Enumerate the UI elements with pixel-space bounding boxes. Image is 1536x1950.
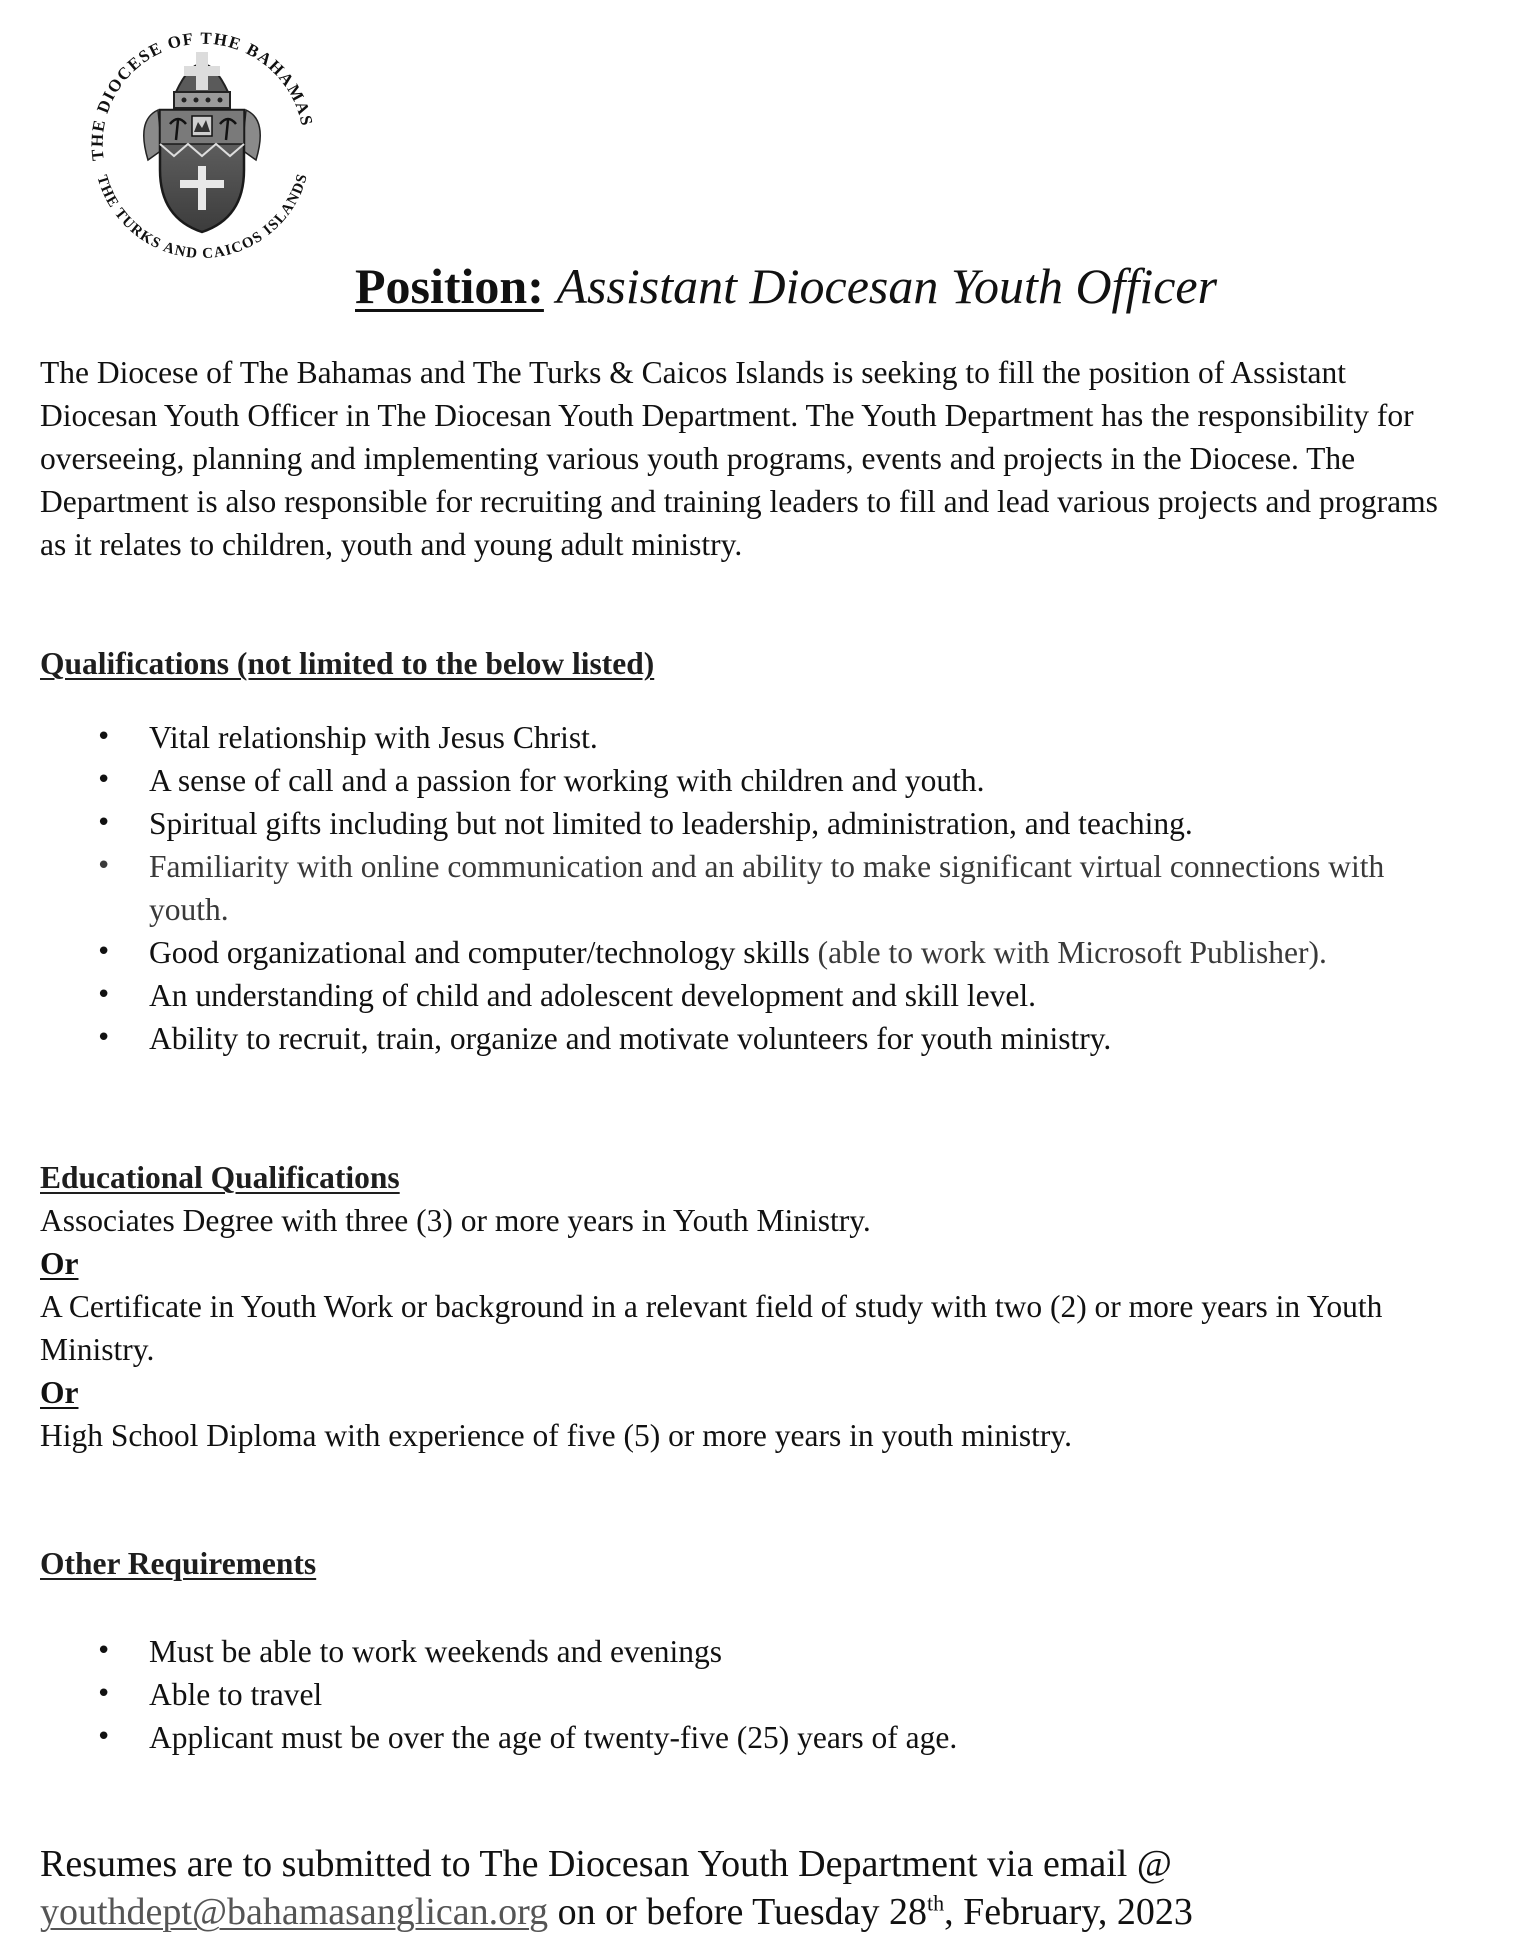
seal-arc-bottom-text: THE TURKS AND CAICOS ISLANDS [93,171,312,263]
education-or-2: Or [40,1375,79,1410]
other-requirements-heading: Other Requirements [40,1546,317,1581]
education-option-2: A Certificate in Youth Work or background in a relevant field of study with two (2) or more years in Youth Ministry. [40,1289,1383,1367]
other-requirements-list-wrap [40,1630,1460,1759]
list-item-text: Good organizational and computer/technology skills [149,935,810,970]
position-title [355,256,1217,316]
submission-line-1: Resumes are to submitted to The Diocesan Youth Department via email @ [40,1843,1172,1885]
list-item: • A sense of call and a passion for working with children and youth. [40,759,1389,802]
qualifications-list [40,716,1460,1060]
email-link[interactable]: youthdept@bahamasanglican.org [40,1891,549,1933]
submission-deadline-date: , February, 2023 [944,1891,1193,1933]
other-requirements-list [40,1630,1460,1759]
submission-line-2 [40,1888,1500,1936]
list-item [40,931,1389,974]
education-or-1: Or [40,1246,79,1281]
list-item: • Must be able to work weekends and evenings [40,1630,1389,1673]
intro-paragraph: The Diocese of The Bahamas and The Turks & Caicos Islands is seeking to fill the position of Assistant Diocesan Youth Officer in The Diocesan Youth Department. The Youth Department has the responsibility for overseeing, planning and implementing various youth programs, events and projects in the Diocese. The Department is also responsible for recruiting and training leaders to fill and lead various projects and programs as it relates to children, youth and young adult ministry. [40,355,1438,562]
list-item: • Applicant must be over the age of twenty-five (25) years of age. [40,1716,1389,1759]
qualifications-section [40,642,1460,685]
other-requirements-section [40,1542,1460,1585]
list-item: • An understanding of child and adolescent development and skill level. [40,974,1389,1017]
mitre-icon [174,52,230,108]
list-item-suffix: (able to work with Microsoft Publisher). [809,935,1327,970]
list-item: • Familiarity with online communication and an ability to make significant virtual connections with youth. [40,845,1389,931]
seal-arc-top-text: THE DIOCESE OF THE BAHAMAS [87,28,317,162]
list-item: • Able to travel [40,1673,1389,1716]
date-ordinal-suffix: th [927,1890,945,1916]
list-item: • Vital relationship with Jesus Christ. [40,716,1389,759]
education-option-3: High School Diploma with experience of five (5) or more years in youth ministry. [40,1418,1072,1453]
list-item: • Spiritual gifts including but not limited to leadership, administration, and teaching. [40,802,1389,845]
submission-instructions [40,1840,1500,1936]
shield-icon [160,110,244,232]
diocesan-seal-logo [66,10,336,280]
education-heading: Educational Qualifications [40,1160,400,1195]
education-option-1: Associates Degree with three (3) or more years in Youth Ministry. [40,1203,871,1238]
qualifications-heading: Qualifications (not limited to the below listed) [40,646,655,681]
qualifications-list-wrap [40,716,1460,1060]
submission-deadline-prefix: on or before Tuesday 28 [548,1891,928,1933]
list-item: • Ability to recruit, train, organize and motivate volunteers for youth ministry. [40,1017,1389,1060]
position-value: Assistant Diocesan Youth Officer [556,258,1218,314]
position-label: Position: [355,258,544,314]
education-section [40,1156,1460,1457]
